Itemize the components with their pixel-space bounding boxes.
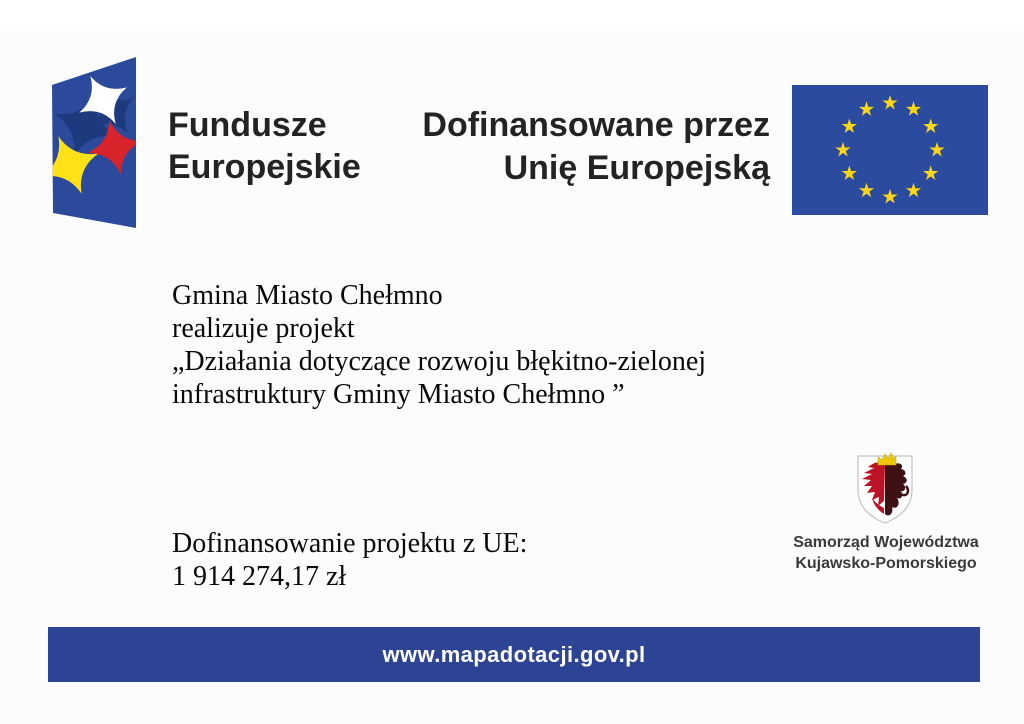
voivodeship-line1: Samorząd Województwa <box>793 534 979 551</box>
fe-wordmark-line2: Europejskie <box>168 148 361 186</box>
voivodeship-line2: Kujawsko-Pomorskiego <box>795 555 977 572</box>
funded-by-line1: Dofinansowane przez <box>422 106 770 144</box>
project-line3: „Działania dotyczące rozwoju błękitno-zielonej <box>172 346 707 377</box>
fe-wordmark-line1: Fundusze <box>168 106 327 144</box>
footer-url: www.mapadotacji.gov.pl <box>382 641 646 667</box>
kujawsko-pomorskie-coat-of-arms-icon <box>856 448 914 526</box>
crown-icon <box>878 453 896 465</box>
project-description <box>172 279 706 411</box>
eu-flag-icon <box>792 85 988 215</box>
funded-by-line2: Unię Europejską <box>503 149 770 187</box>
funding-label: Dofinansowanie projektu z UE: <box>172 528 528 559</box>
voivodeship-caption <box>786 532 986 574</box>
fe-wordmark <box>168 104 361 188</box>
funding-info <box>172 527 527 593</box>
project-line2: realizuje projekt <box>172 313 355 344</box>
project-line4: infrastruktury Gminy Miasto Chełmno ” <box>172 379 625 410</box>
funded-by-text <box>422 104 770 190</box>
fundusze-europejskie-logo-icon <box>51 57 137 230</box>
funding-amount: 1 914 274,17 zł <box>172 561 347 592</box>
footer-bar <box>48 627 980 682</box>
project-line1: Gmina Miasto Chełmno <box>172 280 443 311</box>
